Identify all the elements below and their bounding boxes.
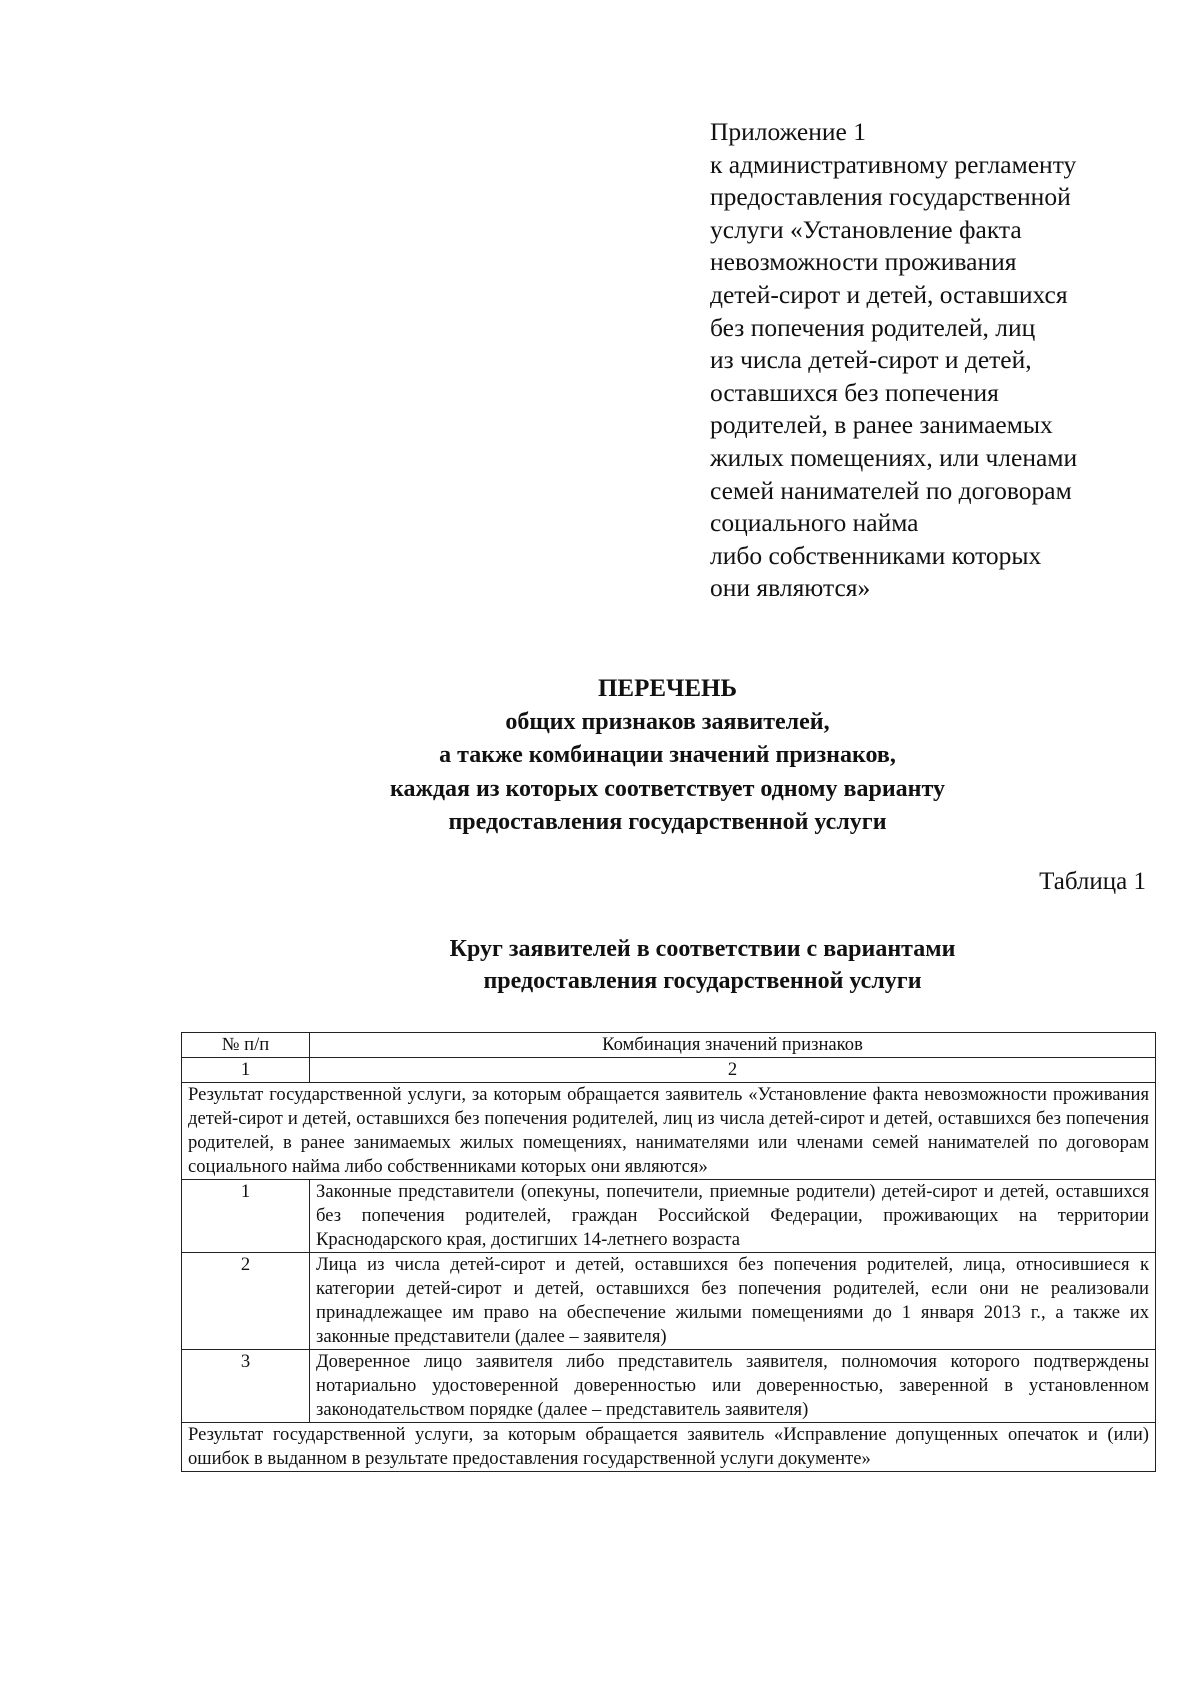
table-row xyxy=(182,1180,1156,1253)
appendix-line: оставшихся без попечения xyxy=(710,377,999,407)
appendix-line: жилых помещениях, или членами xyxy=(710,442,1078,472)
row-number: 2 xyxy=(182,1253,310,1350)
heading-line: а также комбинации значений признаков, xyxy=(439,742,896,768)
document-title: ПЕРЕЧЕНЬ xyxy=(597,675,738,702)
appendix-line: без попечения родителей, лиц xyxy=(710,312,1036,342)
appendix-line: семей нанимателей по договорам xyxy=(710,475,1072,505)
header-combination: Комбинация значений признаков xyxy=(310,1033,1156,1058)
section-result-2: Результат государственной услуги, за которым обращается заявитель «Исправление допущенных опечаток и (или) ошибок в выданном в результате предоставления государственной услуги документе» xyxy=(182,1423,1156,1472)
table-title-line: Круг заявителей в соответствии с вариантами xyxy=(449,936,956,962)
table-section-row xyxy=(182,1083,1156,1180)
heading-line: общих признаков заявителей, xyxy=(505,708,830,735)
row-number: 1 xyxy=(182,1180,310,1253)
row-text: Доверенное лицо заявителя либо представитель заявителя, полномочия которого подтверждены нотариально удостоверенной доверенностью или доверенностью, заверенной в установленном законодательством порядке (далее – представитель заявителя) xyxy=(310,1350,1156,1423)
appendix-line: детей-сирот и детей, оставшихся xyxy=(710,279,1068,309)
numbering-col1: 1 xyxy=(182,1058,310,1083)
table-row xyxy=(182,1350,1156,1423)
table-title xyxy=(0,933,1200,997)
table-label: Таблица 1 xyxy=(1039,868,1146,895)
appendix-line: родителей, в ранее занимаемых xyxy=(710,410,1053,440)
appendix-line: предоставления государственной xyxy=(710,182,1071,212)
appendix-line: либо собственниками которых xyxy=(710,540,1042,570)
table-row xyxy=(182,1253,1156,1350)
header-number: № п/п xyxy=(182,1033,310,1058)
numbering-col2: 2 xyxy=(310,1058,1156,1083)
table-header-row xyxy=(182,1033,1156,1058)
appendix-line: Приложение 1 xyxy=(710,117,866,146)
document-heading xyxy=(0,672,1200,840)
appendix-block xyxy=(710,116,1150,605)
row-text: Законные представители (опекуны, попечители, приемные родители) детей-сирот и детей, оставшихся без попечения родителей, граждан Российской Федерации, проживающих на территории Краснодарского края, достигших 14-летнего возраста xyxy=(310,1180,1156,1253)
row-number: 3 xyxy=(182,1350,310,1423)
appendix-line: невозможности проживания xyxy=(710,247,1017,277)
applicants-table xyxy=(181,1032,1156,1472)
row-text: Лица из числа детей-сирот и детей, оставшихся без попечения родителей, лица, относившиеся к категории детей-сирот и детей, оставшихся без попечения родителей, если они не реализовали принадлежащее им право на обеспечение жилыми помещениями до 1 января 2013 г., а также их законные представители (далее – заявителя) xyxy=(310,1253,1156,1350)
heading-line: предоставления государственной услуги xyxy=(448,809,887,835)
heading-line: каждая из которых соответствует одному варианту xyxy=(390,775,945,802)
appendix-line: услуги «Установление факта xyxy=(710,214,1022,244)
appendix-line: социального найма xyxy=(710,508,919,538)
appendix-line: они являются» xyxy=(710,573,871,603)
appendix-line: из числа детей-сирот и детей, xyxy=(710,345,1032,375)
table-section-row xyxy=(182,1423,1156,1472)
table-title-line: предоставления государственной услуги xyxy=(483,968,922,994)
section-result-1: Результат государственной услуги, за которым обращается заявитель «Установление факта невозможности проживания детей-сирот и детей, оставшихся без попечения родителей, лиц из числа детей-сирот и детей, оставшихся без попечения родителей, в ранее занимаемых жилых помещениях, нанимателями или членами семей нанимателей по договорам социального найма либо собственниками которых они являются» xyxy=(182,1083,1156,1180)
table-numbering-row xyxy=(182,1058,1156,1083)
appendix-line: к административному регламенту xyxy=(710,149,1077,179)
